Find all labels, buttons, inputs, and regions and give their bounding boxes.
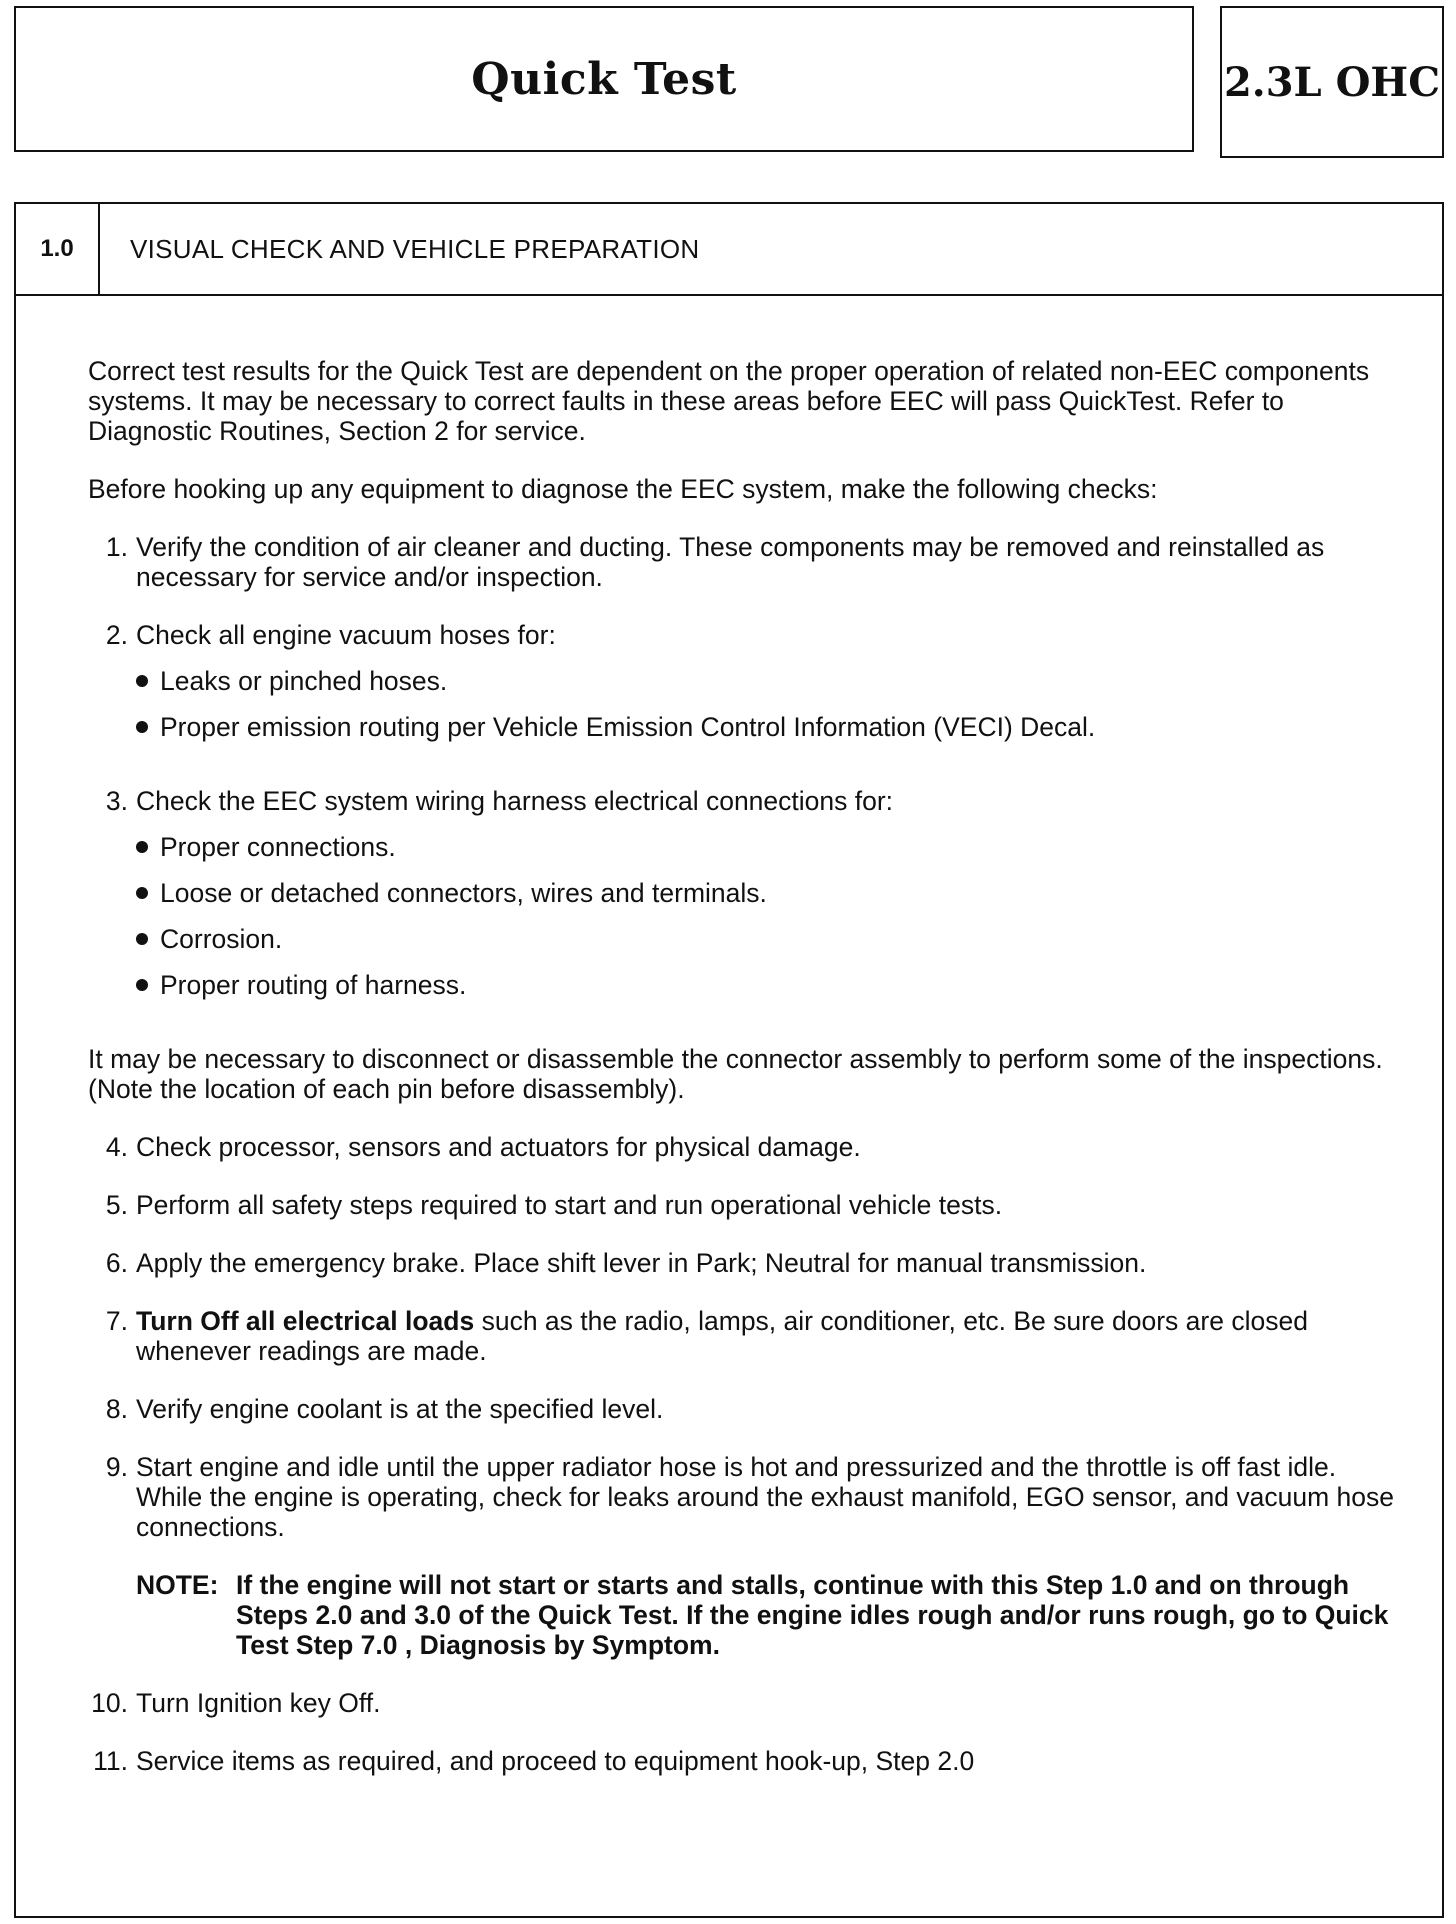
bullet-item: Loose or detached connectors, wires and terminals. <box>136 878 1402 908</box>
step-number: 5. <box>105 1190 128 1220</box>
section-box <box>14 202 1444 1918</box>
bullet-list <box>136 832 1402 1000</box>
step-number: 8. <box>105 1394 128 1424</box>
step-text: Turn Ignition key Off. <box>136 1688 381 1718</box>
step-text: Apply the emergency brake. Place shift lever in Park; Neutral for manual transmission. <box>136 1248 1147 1278</box>
lead-paragraph: Before hooking up any equipment to diagnose the EEC system, make the following checks: <box>88 474 1158 504</box>
step-item <box>88 1746 1402 1776</box>
step-number: 10. <box>91 1688 128 1718</box>
section-header <box>16 204 1442 296</box>
note-label: NOTE: <box>136 1570 219 1600</box>
step-text: Start engine and idle until the upper radiator hose is hot and pressurized and the throttle is off fast idle. While the engine is operating, check for leaks around the exhaust manifold, EGO sensor, and vacuum hose connections. <box>136 1452 1394 1542</box>
step-item <box>88 1190 1402 1220</box>
step-item <box>88 1452 1402 1542</box>
step-text: Perform all safety steps required to start and run operational vehicle tests. <box>136 1190 1003 1220</box>
step-item <box>88 1394 1402 1424</box>
step-item <box>88 1688 1402 1718</box>
disassembly-paragraph: It may be necessary to disconnect or disassemble the connector assembly to perform some of the inspections. (Note the location of each pin before disassembly). <box>88 1044 1383 1104</box>
step-number: 6. <box>105 1248 128 1278</box>
bullet-item: Proper emission routing per Vehicle Emission Control Information (VECI) Decal. <box>136 712 1402 742</box>
step-number: 9. <box>105 1452 128 1482</box>
bullet-item: Leaks or pinched hoses. <box>136 666 1402 696</box>
step-item <box>88 1306 1402 1366</box>
bullet-icon <box>136 887 148 899</box>
step-number: 11. <box>93 1746 128 1776</box>
step-item <box>88 1132 1402 1162</box>
section-number: 1.0 <box>16 204 100 294</box>
bullet-item: Proper connections. <box>136 832 1402 862</box>
step-number: 7. <box>105 1306 128 1336</box>
section-content <box>16 296 1442 1776</box>
step-text: Verify the condition of air cleaner and ducting. These components may be removed and reinstalled as necessary for service and/or inspection. <box>136 532 1325 592</box>
title-box <box>14 6 1194 152</box>
page-title: Quick Test <box>471 53 737 105</box>
step-text: such as the radio, lamps, air conditioner, etc. Be sure doors are closed whenever readings are made. <box>136 1306 1308 1366</box>
bullet-item: Proper routing of harness. <box>136 970 1402 1000</box>
step-text: Check processor, sensors and actuators for physical damage. <box>136 1132 861 1162</box>
bullet-item: Corrosion. <box>136 924 1402 954</box>
engine-box <box>1220 6 1444 158</box>
step-number: 1. <box>105 532 128 562</box>
note-block <box>136 1570 1402 1660</box>
step-number: 3. <box>105 786 128 816</box>
step-number: 2. <box>105 620 128 650</box>
intro-paragraph: Correct test results for the Quick Test are dependent on the proper operation of related non-EEC components systems. It may be necessary to correct faults in these areas before EEC will pass QuickTest. Refer to Diagnostic Routines, Section 2 for service. <box>88 356 1370 446</box>
step-item <box>88 786 1402 1016</box>
step-item <box>88 532 1402 592</box>
section-title: VISUAL CHECK AND VEHICLE PREPARATION <box>130 233 700 264</box>
bullet-icon <box>136 675 148 687</box>
bullet-icon <box>136 721 148 733</box>
bullet-icon <box>136 841 148 853</box>
engine-label: 2.3L OHC <box>1223 58 1441 106</box>
step-text: Verify engine coolant is at the specified level. <box>136 1394 664 1424</box>
step-bold-text: Turn Off all electrical loads <box>136 1306 475 1336</box>
bullet-icon <box>136 979 148 991</box>
step-text: Check all engine vacuum hoses for: <box>136 620 556 650</box>
step-item <box>88 620 1402 758</box>
note-text: If the engine will not start or starts and stalls, continue with this Step 1.0 and on through Steps 2.0 and 3.0 of the Quick Test. If the engine idles rough and/or runs rough, go to Quick Test Step 7.0 , Diagnosis by Symptom. <box>236 1570 1389 1660</box>
step-number: 4. <box>105 1132 128 1162</box>
step-text: Check the EEC system wiring harness electrical connections for: <box>136 786 894 816</box>
step-text: Service items as required, and proceed to equipment hook-up, Step 2.0 <box>136 1746 975 1776</box>
step-item <box>88 1248 1402 1278</box>
bullet-list <box>136 666 1402 742</box>
bullet-icon <box>136 933 148 945</box>
